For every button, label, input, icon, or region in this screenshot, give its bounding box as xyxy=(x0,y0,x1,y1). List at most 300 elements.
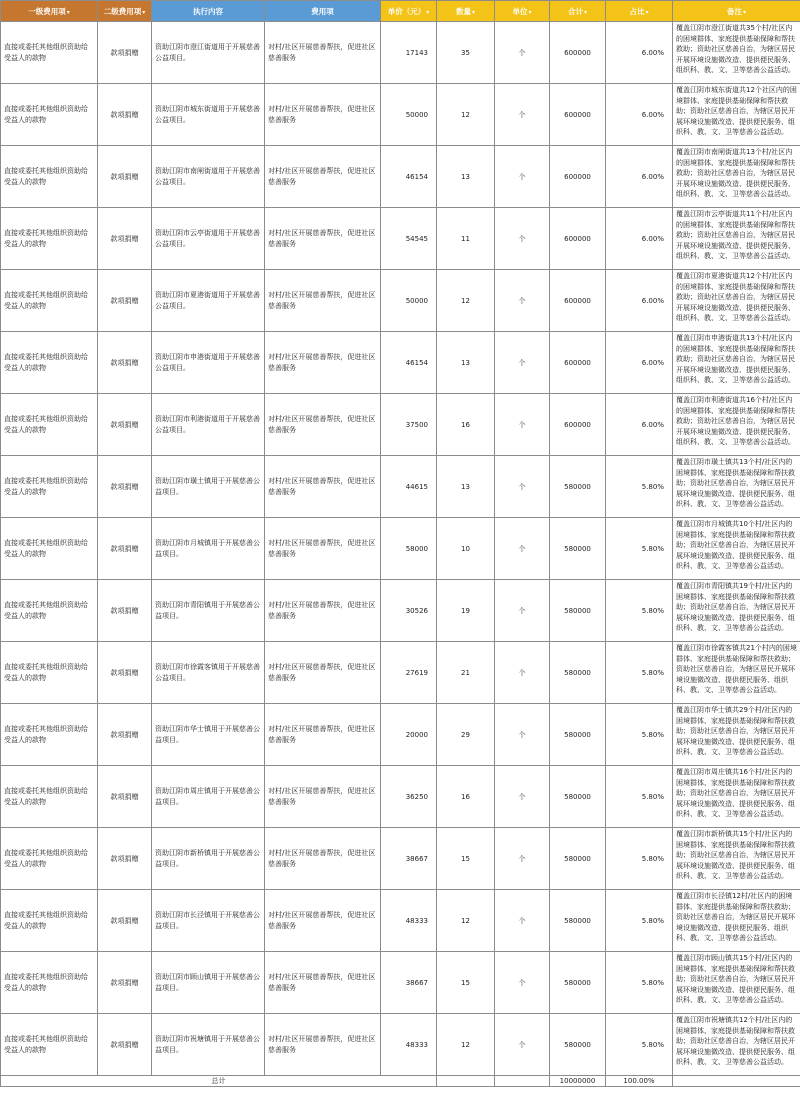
cell-remark-text: 覆盖江阴市周庄镇共16个村/社区内的困境群体、家庭提供基础保障和帮扶救助；资助社区慈善自治，为辖区居民开展环境设施微改造、提供便民服务、组织科、教、文、卫等慈善公益活动。 xyxy=(676,768,795,818)
cell-quantity[interactable] xyxy=(437,456,495,518)
cell-quantity[interactable] xyxy=(437,1014,495,1076)
cell-unit-price[interactable] xyxy=(381,890,437,952)
cell-ratio[interactable] xyxy=(606,890,673,952)
cell-total-text: 600000 xyxy=(564,420,591,429)
cell-level2[interactable] xyxy=(98,828,152,890)
cell-cost-item-text: 对村/社区开展慈善帮扶，促进社区慈善服务 xyxy=(268,662,376,682)
cell-remark[interactable] xyxy=(673,146,800,208)
header-unit[interactable]: 单位▾ xyxy=(495,1,550,22)
cell-level2[interactable] xyxy=(98,642,152,704)
cell-content[interactable] xyxy=(152,952,265,1014)
cell-cost-item-text: 对村/社区开展慈善帮扶，促进社区慈善服务 xyxy=(268,166,376,186)
cell-level2[interactable] xyxy=(98,208,152,270)
cell-content[interactable] xyxy=(152,270,265,332)
cell-content[interactable] xyxy=(152,580,265,642)
cell-content-text: 资助江阴市新桥镇用于开展慈善公益项目。 xyxy=(155,848,260,868)
cell-cost-item[interactable] xyxy=(265,394,381,456)
cell-total[interactable] xyxy=(550,952,606,1014)
cell-quantity[interactable] xyxy=(437,270,495,332)
cell-level2[interactable] xyxy=(98,146,152,208)
cell-ratio[interactable] xyxy=(606,766,673,828)
cell-quantity-text: 13 xyxy=(461,172,470,181)
cell-unit-text: 个 xyxy=(518,668,526,677)
cell-cost-item[interactable] xyxy=(265,952,381,1014)
cell-unit-price[interactable] xyxy=(381,332,437,394)
cell-ratio[interactable] xyxy=(606,22,673,84)
cell-ratio[interactable] xyxy=(606,642,673,704)
cell-quantity-text: 12 xyxy=(461,1040,470,1049)
cell-level1-text: 直接或委托其他组织资助给受益人的款物 xyxy=(4,476,88,496)
cell-content[interactable] xyxy=(152,394,265,456)
cell-content[interactable] xyxy=(152,84,265,146)
cell-level1-text: 直接或委托其他组织资助给受益人的款物 xyxy=(4,910,88,930)
cell-unit-price[interactable] xyxy=(381,704,437,766)
total-ratio: 100.00% xyxy=(623,1077,655,1085)
filter-dropdown-icon[interactable]: ▾ xyxy=(528,8,532,16)
cell-level1-text: 直接或委托其他组织资助给受益人的款物 xyxy=(4,352,88,372)
cell-total[interactable] xyxy=(550,84,606,146)
cell-remark[interactable] xyxy=(673,580,800,642)
cell-remark[interactable] xyxy=(673,1014,800,1076)
cell-cost-item[interactable] xyxy=(265,84,381,146)
cell-level2-text: 款项捐赠 xyxy=(110,730,139,739)
cell-quantity[interactable] xyxy=(437,208,495,270)
cell-level2[interactable] xyxy=(98,704,152,766)
cell-cost-item[interactable] xyxy=(265,456,381,518)
cell-cost-item[interactable] xyxy=(265,580,381,642)
cell-unit[interactable] xyxy=(495,22,550,84)
cell-total[interactable] xyxy=(550,518,606,580)
total-amount-cell[interactable] xyxy=(550,1076,606,1087)
cell-level2[interactable] xyxy=(98,332,152,394)
header-quantity[interactable]: 数量▾ xyxy=(437,1,495,22)
cell-ratio[interactable] xyxy=(606,270,673,332)
cell-ratio-text: 5.80% xyxy=(641,482,664,491)
filter-dropdown-icon[interactable]: ▾ xyxy=(645,8,649,16)
cell-cost-item-text: 对村/社区开展慈善帮扶，促进社区慈善服务 xyxy=(268,786,376,806)
cell-ratio[interactable] xyxy=(606,952,673,1014)
cell-content-text: 资助江阴市璜土镇用于开展慈善公益项目。 xyxy=(155,476,260,496)
table-row xyxy=(1,890,800,952)
cell-unit[interactable] xyxy=(495,580,550,642)
cell-ratio[interactable] xyxy=(606,828,673,890)
cell-unit-price[interactable] xyxy=(381,642,437,704)
cell-remark-text: 覆盖江阴市夏港街道共12个村/社区内的困境群体、家庭提供基础保障和帮扶救助；资助社区慈善自治，为辖区居民开展环境设施微改造、提供便民服务、组织科、教、文、卫等慈善公益活动。 xyxy=(676,272,795,322)
cell-content-text: 资助江阴市顾山镇用于开展慈善公益项目。 xyxy=(155,972,260,992)
cell-total[interactable] xyxy=(550,704,606,766)
cell-remark[interactable] xyxy=(673,332,800,394)
cell-ratio-text: 5.80% xyxy=(641,916,664,925)
cell-remark[interactable] xyxy=(673,518,800,580)
cell-unit[interactable] xyxy=(495,208,550,270)
cell-quantity-text: 29 xyxy=(461,730,470,739)
cell-level2[interactable] xyxy=(98,456,152,518)
cell-unit[interactable] xyxy=(495,1014,550,1076)
total-label-cell[interactable] xyxy=(1,1076,437,1087)
cell-cost-item-text: 对村/社区开展慈善帮扶，促进社区慈善服务 xyxy=(268,724,376,744)
cell-level1[interactable] xyxy=(1,1014,98,1076)
cell-content-text: 资助江阴市青阳镇用于开展慈善公益项目。 xyxy=(155,600,260,620)
cell-unit-price[interactable] xyxy=(381,84,437,146)
cell-cost-item[interactable] xyxy=(265,766,381,828)
cell-cost-item-text: 对村/社区开展慈善帮扶，促进社区慈善服务 xyxy=(268,476,376,496)
cell-remark[interactable] xyxy=(673,456,800,518)
cell-level2-text: 款项捐赠 xyxy=(110,482,139,491)
cell-quantity[interactable] xyxy=(437,704,495,766)
cell-unit[interactable] xyxy=(495,270,550,332)
cell-unit-price-text: 48333 xyxy=(405,916,428,925)
cell-total-text: 600000 xyxy=(564,110,591,119)
cell-cost-item[interactable] xyxy=(265,208,381,270)
cell-total[interactable] xyxy=(550,766,606,828)
cell-remark-text: 覆盖江阴市顾山镇共15个村/社区内的困境群体、家庭提供基础保障和帮扶救助；资助社区慈善自治，为辖区居民开展环境设施微改造、提供便民服务、组织科、教、文、卫等慈善公益活动。 xyxy=(676,954,795,1004)
cell-quantity[interactable] xyxy=(437,766,495,828)
cell-cost-item[interactable] xyxy=(265,22,381,84)
cell-ratio[interactable] xyxy=(606,208,673,270)
cell-content-text: 资助江阴市申港街道用于开展慈善公益项目。 xyxy=(155,352,260,372)
cell-content-text: 资助江阴市城东街道用于开展慈善公益项目。 xyxy=(155,104,260,124)
filter-dropdown-icon[interactable]: ▾ xyxy=(583,8,587,16)
filter-dropdown-icon[interactable]: ▾ xyxy=(142,8,146,16)
cell-cost-item[interactable] xyxy=(265,890,381,952)
cell-level1[interactable] xyxy=(1,270,98,332)
cell-level2[interactable] xyxy=(98,84,152,146)
cell-remark[interactable] xyxy=(673,704,800,766)
table-row xyxy=(1,394,800,456)
cell-total[interactable] xyxy=(550,270,606,332)
cell-content-text: 资助江阴市月城镇用于开展慈善公益项目。 xyxy=(155,538,260,558)
header-total[interactable]: 合计▾ xyxy=(550,1,606,22)
cell-level1[interactable] xyxy=(1,332,98,394)
cell-content[interactable] xyxy=(152,456,265,518)
header-content[interactable]: 执行内容 xyxy=(152,1,265,22)
cell-level1[interactable] xyxy=(1,766,98,828)
cell-unit[interactable] xyxy=(495,146,550,208)
table-row xyxy=(1,84,800,146)
cell-unit-price-text: 46154 xyxy=(405,172,428,181)
table-row xyxy=(1,704,800,766)
cell-unit-price[interactable] xyxy=(381,766,437,828)
cell-level1-text: 直接或委托其他组织资助给受益人的款物 xyxy=(4,104,88,124)
cell-cost-item[interactable] xyxy=(265,704,381,766)
header-ratio[interactable]: 占比▾ xyxy=(606,1,673,22)
cell-total[interactable] xyxy=(550,332,606,394)
cell-quantity[interactable] xyxy=(437,580,495,642)
cell-unit-price[interactable] xyxy=(381,146,437,208)
cell-content-text: 资助江阴市利港街道用于开展慈善公益项目。 xyxy=(155,414,260,434)
cell-unit[interactable] xyxy=(495,394,550,456)
cell-unit-price[interactable] xyxy=(381,518,437,580)
cell-total-text: 580000 xyxy=(564,482,591,491)
cell-unit-price-text: 54545 xyxy=(405,234,428,243)
cell-unit-price[interactable] xyxy=(381,828,437,890)
cell-level2[interactable] xyxy=(98,952,152,1014)
cell-unit[interactable] xyxy=(495,890,550,952)
cell-level2-text: 款项捐赠 xyxy=(110,110,139,119)
cell-unit-price-text: 37500 xyxy=(405,420,428,429)
cell-ratio-text: 6.00% xyxy=(641,358,664,367)
cell-ratio[interactable] xyxy=(606,580,673,642)
cell-unit[interactable] xyxy=(495,828,550,890)
cell-content[interactable] xyxy=(152,146,265,208)
cell-quantity-text: 16 xyxy=(461,420,470,429)
cell-unit[interactable] xyxy=(495,704,550,766)
filter-dropdown-icon[interactable]: ▾ xyxy=(426,8,430,16)
cell-unit[interactable] xyxy=(495,332,550,394)
cell-quantity-text: 19 xyxy=(461,606,470,615)
table-row xyxy=(1,828,800,890)
cell-unit-price[interactable] xyxy=(381,270,437,332)
header-level1[interactable]: 一级费用项▾ xyxy=(1,1,98,22)
cell-level2-text: 款项捐赠 xyxy=(110,296,139,305)
filter-dropdown-icon[interactable]: ▾ xyxy=(471,8,475,16)
cell-quantity[interactable] xyxy=(437,890,495,952)
cell-cost-item[interactable] xyxy=(265,642,381,704)
cell-unit-text: 个 xyxy=(518,296,526,305)
table-row xyxy=(1,1014,800,1076)
cell-level2-text: 款项捐赠 xyxy=(110,606,139,615)
cell-total-text: 600000 xyxy=(564,358,591,367)
cell-remark[interactable] xyxy=(673,890,800,952)
cell-ratio[interactable] xyxy=(606,456,673,518)
cell-quantity[interactable] xyxy=(437,332,495,394)
table-body xyxy=(1,22,800,1076)
cell-total-text: 580000 xyxy=(564,730,591,739)
cell-total-text: 580000 xyxy=(564,544,591,553)
cell-unit-text: 个 xyxy=(518,172,526,181)
cell-remark-text: 覆盖江阴市申港街道共13个村/社区内的困境群体、家庭提供基础保障和帮扶救助；资助社区慈善自治，为辖区居民开展环境设施微改造、提供便民服务、组织科、教、文、卫等慈善公益活动。 xyxy=(676,334,795,384)
cell-quantity-text: 11 xyxy=(461,234,470,243)
cell-unit[interactable] xyxy=(495,642,550,704)
cell-level1[interactable] xyxy=(1,952,98,1014)
cell-ratio[interactable] xyxy=(606,1014,673,1076)
total-empty-cell[interactable] xyxy=(437,1076,495,1087)
cell-quantity[interactable] xyxy=(437,84,495,146)
cell-content[interactable] xyxy=(152,642,265,704)
cell-content[interactable] xyxy=(152,22,265,84)
cell-total[interactable] xyxy=(550,22,606,84)
table-row xyxy=(1,952,800,1014)
cell-level1[interactable] xyxy=(1,146,98,208)
table-row xyxy=(1,332,800,394)
cell-level1[interactable] xyxy=(1,642,98,704)
cell-remark-text: 覆盖江阴市云亭街道共11个村/社区内的困境群体、家庭提供基础保障和帮扶救助；资助社区慈善自治，为辖区居民开展环境设施微改造、提供便民服务、组织科、教、文、卫等慈善公益活动。 xyxy=(676,210,795,260)
cell-remark[interactable] xyxy=(673,766,800,828)
cell-quantity[interactable] xyxy=(437,952,495,1014)
cell-content[interactable] xyxy=(152,208,265,270)
total-amount: 10000000 xyxy=(559,1077,596,1085)
cell-quantity-text: 35 xyxy=(461,48,470,57)
cell-quantity-text: 15 xyxy=(461,854,470,863)
cell-remark-text: 覆盖江阴市南闸街道共13个村/社区内的困境群体、家庭提供基础保障和帮扶救助；资助社区慈善自治，为辖区居民开展环境设施微改造、提供便民服务、组织科、教、文、卫等慈善公益活动。 xyxy=(676,148,795,198)
header-unit-price[interactable]: 单价（元）▾ xyxy=(381,1,437,22)
cell-level2[interactable] xyxy=(98,518,152,580)
cell-ratio-text: 5.80% xyxy=(641,978,664,987)
cell-unit[interactable] xyxy=(495,766,550,828)
cell-total[interactable] xyxy=(550,828,606,890)
cell-unit[interactable] xyxy=(495,456,550,518)
cell-cost-item-text: 对村/社区开展慈善帮扶，促进社区慈善服务 xyxy=(268,972,376,992)
cell-remark[interactable] xyxy=(673,208,800,270)
cell-remark[interactable] xyxy=(673,394,800,456)
cell-total-text: 600000 xyxy=(564,234,591,243)
cell-content[interactable] xyxy=(152,1014,265,1076)
cell-level1[interactable] xyxy=(1,580,98,642)
cell-total[interactable] xyxy=(550,890,606,952)
cell-ratio[interactable] xyxy=(606,84,673,146)
cell-ratio[interactable] xyxy=(606,394,673,456)
cell-total[interactable] xyxy=(550,146,606,208)
cell-unit-price[interactable] xyxy=(381,456,437,518)
cell-cost-item-text: 对村/社区开展慈善帮扶，促进社区慈善服务 xyxy=(268,1034,376,1054)
cell-level1[interactable] xyxy=(1,84,98,146)
cell-remark[interactable] xyxy=(673,270,800,332)
cell-quantity[interactable] xyxy=(437,642,495,704)
cell-remark[interactable] xyxy=(673,642,800,704)
cell-level2[interactable] xyxy=(98,22,152,84)
cell-level2[interactable] xyxy=(98,394,152,456)
cell-unit-text: 个 xyxy=(518,544,526,553)
cell-quantity-text: 12 xyxy=(461,296,470,305)
cell-unit-price[interactable] xyxy=(381,952,437,1014)
cell-content[interactable] xyxy=(152,766,265,828)
cell-quantity-text: 13 xyxy=(461,358,470,367)
cell-total[interactable] xyxy=(550,580,606,642)
cell-content[interactable] xyxy=(152,332,265,394)
cell-unit-price[interactable] xyxy=(381,22,437,84)
cell-ratio-text: 6.00% xyxy=(641,420,664,429)
cell-ratio-text: 5.80% xyxy=(641,668,664,677)
cell-ratio[interactable] xyxy=(606,146,673,208)
cell-ratio[interactable] xyxy=(606,332,673,394)
total-empty-cell[interactable] xyxy=(495,1076,550,1087)
cell-unit-text: 个 xyxy=(518,916,526,925)
cell-level1[interactable] xyxy=(1,890,98,952)
cell-unit-price-text: 36250 xyxy=(405,792,428,801)
total-ratio-cell[interactable] xyxy=(606,1076,673,1087)
cell-cost-item[interactable] xyxy=(265,332,381,394)
cell-level1[interactable] xyxy=(1,208,98,270)
cell-quantity[interactable] xyxy=(437,828,495,890)
cell-remark-text: 覆盖江阴市月城镇共10个村/社区内的困境群体、家庭提供基础保障和帮扶救助；资助社区慈善自治，为辖区居民开展环境设施微改造、提供便民服务、组织科、教、文、卫等慈善公益活动。 xyxy=(676,520,795,570)
cell-content[interactable] xyxy=(152,890,265,952)
cell-cost-item[interactable] xyxy=(265,1014,381,1076)
cell-content[interactable] xyxy=(152,518,265,580)
cell-content-text: 资助江阴市祝塘镇用于开展慈善公益项目。 xyxy=(155,1034,260,1054)
cell-ratio[interactable] xyxy=(606,704,673,766)
cell-cost-item-text: 对村/社区开展慈善帮扶，促进社区慈善服务 xyxy=(268,228,376,248)
cell-ratio[interactable] xyxy=(606,518,673,580)
cell-content[interactable] xyxy=(152,704,265,766)
cell-ratio-text: 5.80% xyxy=(641,1040,664,1049)
cell-remark[interactable] xyxy=(673,22,800,84)
cell-unit[interactable] xyxy=(495,518,550,580)
cell-unit[interactable] xyxy=(495,84,550,146)
cell-remark[interactable] xyxy=(673,84,800,146)
cell-unit-price[interactable] xyxy=(381,580,437,642)
cell-content[interactable] xyxy=(152,828,265,890)
cell-remark-text: 覆盖江阴市青阳镇共19个村/社区内的困境群体、家庭提供基础保障和帮扶救助；资助社区慈善自治，为辖区居民开展环境设施微改造、提供便民服务、组织科、教、文、卫等慈善公益活动。 xyxy=(676,582,795,632)
cell-ratio-text: 5.80% xyxy=(641,854,664,863)
header-cost-item[interactable]: 费用项 xyxy=(265,1,381,22)
cell-cost-item[interactable] xyxy=(265,146,381,208)
cell-level1-text: 直接或委托其他组织资助给受益人的款物 xyxy=(4,972,88,992)
cell-ratio-text: 5.80% xyxy=(641,544,664,553)
cell-remark[interactable] xyxy=(673,828,800,890)
cell-level1[interactable] xyxy=(1,828,98,890)
filter-dropdown-icon[interactable]: ▾ xyxy=(66,8,70,16)
cell-level2[interactable] xyxy=(98,766,152,828)
cell-level1[interactable] xyxy=(1,394,98,456)
cell-ratio-text: 6.00% xyxy=(641,172,664,181)
cell-quantity[interactable] xyxy=(437,518,495,580)
cell-unit-price-text: 30526 xyxy=(405,606,428,615)
total-empty-cell[interactable] xyxy=(673,1076,800,1087)
cell-level1-text: 直接或委托其他组织资助给受益人的款物 xyxy=(4,600,88,620)
cell-unit-price[interactable] xyxy=(381,394,437,456)
table-row xyxy=(1,208,800,270)
table-row xyxy=(1,270,800,332)
filter-dropdown-icon[interactable]: ▾ xyxy=(742,8,746,16)
cell-total-text: 600000 xyxy=(564,172,591,181)
cell-unit[interactable] xyxy=(495,952,550,1014)
cell-level2[interactable] xyxy=(98,580,152,642)
header-remark[interactable]: 备注▾ xyxy=(673,1,800,22)
cell-level1[interactable] xyxy=(1,518,98,580)
cell-total-text: 580000 xyxy=(564,792,591,801)
cell-unit-price-text: 27619 xyxy=(405,668,428,677)
cell-cost-item-text: 对村/社区开展慈善帮扶，促进社区慈善服务 xyxy=(268,848,376,868)
cell-level2-text: 款项捐赠 xyxy=(110,978,139,987)
cell-total[interactable] xyxy=(550,208,606,270)
cell-remark-text: 覆盖江阴市新桥镇共15个村/社区内的困境群体、家庭提供基础保障和帮扶救助；资助社区慈善自治，为辖区居民开展环境设施微改造、提供便民服务、组织科、教、文、卫等慈善公益活动。 xyxy=(676,830,795,880)
cell-total[interactable] xyxy=(550,1014,606,1076)
cell-level2[interactable] xyxy=(98,890,152,952)
cell-total-text: 600000 xyxy=(564,296,591,305)
cell-unit-price[interactable] xyxy=(381,1014,437,1076)
cell-unit-price-text: 38667 xyxy=(405,978,428,987)
cell-remark[interactable] xyxy=(673,952,800,1014)
cell-cost-item[interactable] xyxy=(265,270,381,332)
cell-quantity[interactable] xyxy=(437,22,495,84)
cell-ratio-text: 5.80% xyxy=(641,606,664,615)
cell-quantity-text: 10 xyxy=(461,544,470,553)
cell-quantity[interactable] xyxy=(437,146,495,208)
cell-unit-text: 个 xyxy=(518,792,526,801)
cell-level1[interactable] xyxy=(1,456,98,518)
cell-level2-text: 款项捐赠 xyxy=(110,916,139,925)
cell-level1[interactable] xyxy=(1,22,98,84)
cell-total[interactable] xyxy=(550,642,606,704)
cell-cost-item[interactable] xyxy=(265,518,381,580)
cell-quantity-text: 12 xyxy=(461,916,470,925)
cell-level2[interactable] xyxy=(98,1014,152,1076)
cell-unit-price-text: 50000 xyxy=(405,110,428,119)
cell-total[interactable] xyxy=(550,456,606,518)
cell-level1-text: 直接或委托其他组织资助给受益人的款物 xyxy=(4,724,88,744)
cell-cost-item[interactable] xyxy=(265,828,381,890)
cell-level2[interactable] xyxy=(98,270,152,332)
cell-cost-item-text: 对村/社区开展慈善帮扶，促进社区慈善服务 xyxy=(268,910,376,930)
cell-quantity-text: 13 xyxy=(461,482,470,491)
cell-level1-text: 直接或委托其他组织资助给受益人的款物 xyxy=(4,290,88,310)
cell-total[interactable] xyxy=(550,394,606,456)
header-level2[interactable]: 二级费用项▾ xyxy=(98,1,152,22)
cell-total-text: 580000 xyxy=(564,1040,591,1049)
cell-unit-price[interactable] xyxy=(381,208,437,270)
cell-quantity[interactable] xyxy=(437,394,495,456)
cell-level1[interactable] xyxy=(1,704,98,766)
